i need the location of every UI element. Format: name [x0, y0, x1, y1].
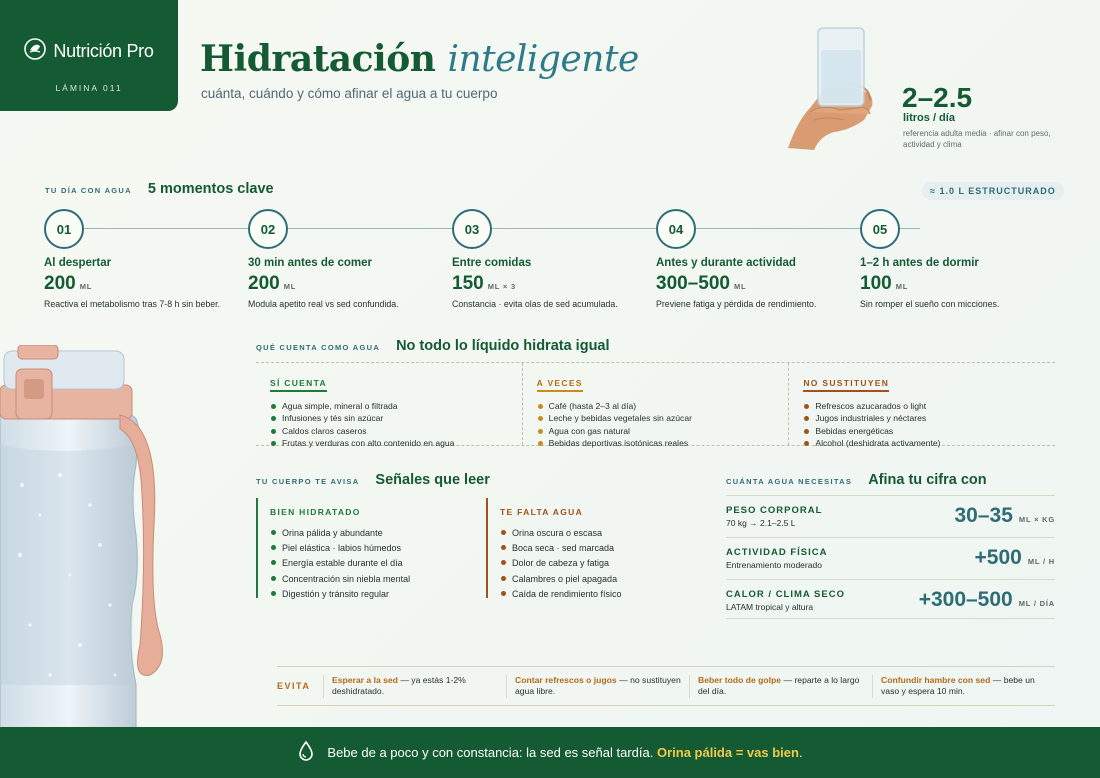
moment-name: Antes y durante actividad: [656, 257, 796, 269]
moment-unit: ML: [79, 282, 93, 291]
need-label: ACTIVIDAD FÍSICA: [726, 547, 828, 558]
list-item: Jugos industriales y néctares: [803, 412, 1055, 424]
moment-unit: ML × 3: [487, 282, 516, 291]
moment-1: [44, 209, 244, 309]
avoid-item: [506, 675, 689, 698]
brand-card: [0, 0, 178, 111]
liquids-header: [256, 338, 610, 354]
footer-banner: [0, 727, 1100, 778]
avoid-rest: — bebe un vaso y espera 10 min.: [881, 674, 1035, 696]
water-bottle-illustration: [0, 345, 175, 730]
col-heading: SÍ CUENTA: [270, 378, 327, 392]
need-row-activity: [726, 537, 1055, 576]
need-row-weight: [726, 495, 1055, 534]
signals-title: Señales que leer: [375, 472, 490, 488]
moment-unit: ML: [895, 282, 909, 291]
list-item: Infusiones y tés sin azúcar: [270, 412, 522, 424]
title-main: Hidratación: [200, 38, 436, 80]
moment-desc: Reactiva el metabolismo tras 7-8 h sin beber.: [44, 299, 221, 309]
signals-kicker: TU CUERPO TE AVISA: [256, 477, 360, 486]
moment-value: 150: [452, 273, 484, 294]
moment-4: [656, 209, 856, 309]
list-item: Leche y bebidas vegetales sin azúcar: [537, 412, 789, 424]
list-item: Bebidas energéticas: [803, 425, 1055, 437]
liquids-col-sometimes: [522, 363, 789, 448]
moment-desc: Constancia · evita olas de sed acumulada.: [452, 299, 618, 309]
list-item: Boca seca · sed marcada: [500, 541, 696, 556]
liquids-table: [256, 362, 1055, 446]
leaf-logo-icon: [24, 38, 46, 65]
needs-kicker: CUÁNTA AGUA NECESITAS: [726, 477, 853, 486]
list-item: Caldos claros caseros: [270, 425, 522, 437]
moment-number: 04: [656, 209, 696, 249]
need-label: CALOR / CLIMA SECO: [726, 589, 845, 600]
liquids-kicker: QUÉ CUENTA COMO AGUA: [256, 343, 381, 352]
avoid-rest: — reparte a lo largo del día.: [698, 674, 860, 696]
moment-name: Entre comidas: [452, 257, 532, 269]
timeline-kicker: TU DÍA CON AGUA: [45, 186, 132, 195]
list-item: Calambres o piel apagada: [500, 572, 696, 587]
page-subtitle: cuánta, cuándo y cómo afinar el agua a tu cuerpo: [201, 86, 498, 101]
signals-header: [256, 472, 490, 488]
avoid-item: [323, 675, 506, 698]
moment-desc: Sin romper el sueño con micciones.: [860, 299, 1000, 309]
avoid-item: [689, 675, 872, 698]
col-heading: NO SUSTITUYEN: [803, 378, 889, 392]
structured-badge: ≈ 1.0 L ESTRUCTURADO: [922, 182, 1064, 200]
moment-unit: ML: [283, 282, 297, 291]
moment-name: 1–2 h antes de dormir: [860, 257, 979, 269]
need-sub: Entrenamiento moderado: [726, 560, 822, 570]
liquids-col-yes: [256, 363, 522, 448]
sheet-number: LÁMINA 011: [55, 83, 123, 93]
list-item: Alcohol (deshidrata activamente): [803, 437, 1055, 449]
brand-name: Nutrición Pro: [53, 41, 154, 61]
need-label: PESO CORPORAL: [726, 505, 823, 516]
need-row-climate: [726, 579, 1055, 619]
page-title: [200, 38, 639, 80]
list-item: Digestión y tránsito regular: [270, 587, 466, 602]
moment-unit: ML: [733, 282, 747, 291]
need-value: +300–500: [918, 588, 1013, 611]
list-item: Orina pálida y abundante: [270, 526, 466, 541]
avoid-rest: — ya estás 1-2% deshidratado.: [332, 674, 466, 696]
hand-glass-illustration: [784, 20, 884, 150]
moment-3: [452, 209, 652, 309]
avoid-label: EVITA: [277, 681, 311, 691]
avoid-item: [872, 675, 1055, 698]
title-accent: inteligente: [447, 39, 639, 80]
need-unit: ML / H: [1027, 557, 1055, 566]
avoid-rest: — no sustituyen agua libre.: [515, 674, 681, 696]
need-unit: ML / DÍA: [1018, 599, 1055, 608]
water-drop-icon: [297, 740, 315, 765]
avoid-strip: [277, 666, 1055, 706]
list-item: Caída de rendimiento físico: [500, 587, 696, 602]
moment-2: [248, 209, 448, 309]
signals-bad-heading: TE FALTA AGUA: [500, 507, 584, 517]
moment-desc: Previene fatiga y pérdida de rendimiento.: [656, 299, 817, 309]
moment-number: 03: [452, 209, 492, 249]
moment-number: 01: [44, 209, 84, 249]
list-item: Agua simple, mineral o filtrada: [270, 400, 522, 412]
signals-good: [256, 498, 466, 598]
need-value: 30–35: [954, 504, 1013, 527]
list-item: Café (hasta 2–3 al día): [537, 400, 789, 412]
moment-5: [860, 209, 1060, 309]
moment-value: 100: [860, 273, 892, 294]
need-sub: LATAM tropical y altura: [726, 602, 814, 612]
footer-text: [327, 745, 802, 760]
moment-value: 200: [44, 273, 76, 294]
liquids-title: No todo lo líquido hidrata igual: [396, 338, 610, 354]
timeline-title: 5 momentos clave: [147, 181, 274, 197]
need-sub: 70 kg → 2.1–2.5 L: [726, 518, 796, 528]
list-item: Concentración sin niebla mental: [270, 572, 466, 587]
list-item: Refrescos azucarados o light: [803, 400, 1055, 412]
daily-liters-value: 2–2.5: [902, 82, 973, 113]
list-item: Dolor de cabeza y fatiga: [500, 556, 696, 571]
moment-number: 05: [860, 209, 900, 249]
avoid-strong: Contar refrescos o jugos: [515, 674, 617, 685]
list-item: Orina oscura o escasa: [500, 526, 696, 541]
daily-liters-note: referencia adulta media · afinar con peso, actividad y clima: [903, 129, 1051, 149]
list-item: Energía estable durante el día: [270, 556, 466, 571]
list-item: Piel elástica · labios húmedos: [270, 541, 466, 556]
moment-value: 300–500: [656, 273, 730, 294]
moment-value: 200: [248, 273, 280, 294]
avoid-strong: Esperar a la sed: [332, 674, 398, 685]
col-heading: A VECES: [537, 378, 583, 392]
needs-header: [726, 472, 987, 488]
signals-bad: [486, 498, 696, 598]
list-item: Bebidas deportivas isotónicas reales: [537, 437, 789, 449]
footer-end: .: [798, 745, 803, 760]
timeline-header: [45, 181, 274, 197]
need-unit: ML × KG: [1018, 515, 1055, 524]
avoid-strong: Beber todo de golpe: [698, 674, 782, 685]
list-item: Agua con gas natural: [537, 425, 789, 437]
needs-title: Afina tu cifra con: [868, 472, 987, 488]
avoid-strong: Confundir hambre con sed: [881, 674, 991, 685]
footer-main: Bebe de a poco y con constancia: la sed es señal tardía.: [327, 745, 654, 760]
daily-liters-unit: litros / día: [903, 112, 955, 124]
signals-good-heading: BIEN HIDRATADO: [270, 507, 361, 517]
liquids-col-no: [788, 363, 1055, 448]
moment-desc: Modula apetito real vs sed confundida.: [248, 299, 399, 309]
list-item: Frutas y verduras con alto contenido en agua: [270, 437, 522, 449]
need-value: +500: [974, 546, 1022, 569]
moment-name: Al despertar: [44, 257, 112, 269]
moment-number: 02: [248, 209, 288, 249]
moment-name: 30 min antes de comer: [248, 257, 372, 269]
footer-highlight: Orina pálida = vas bien: [656, 745, 799, 760]
